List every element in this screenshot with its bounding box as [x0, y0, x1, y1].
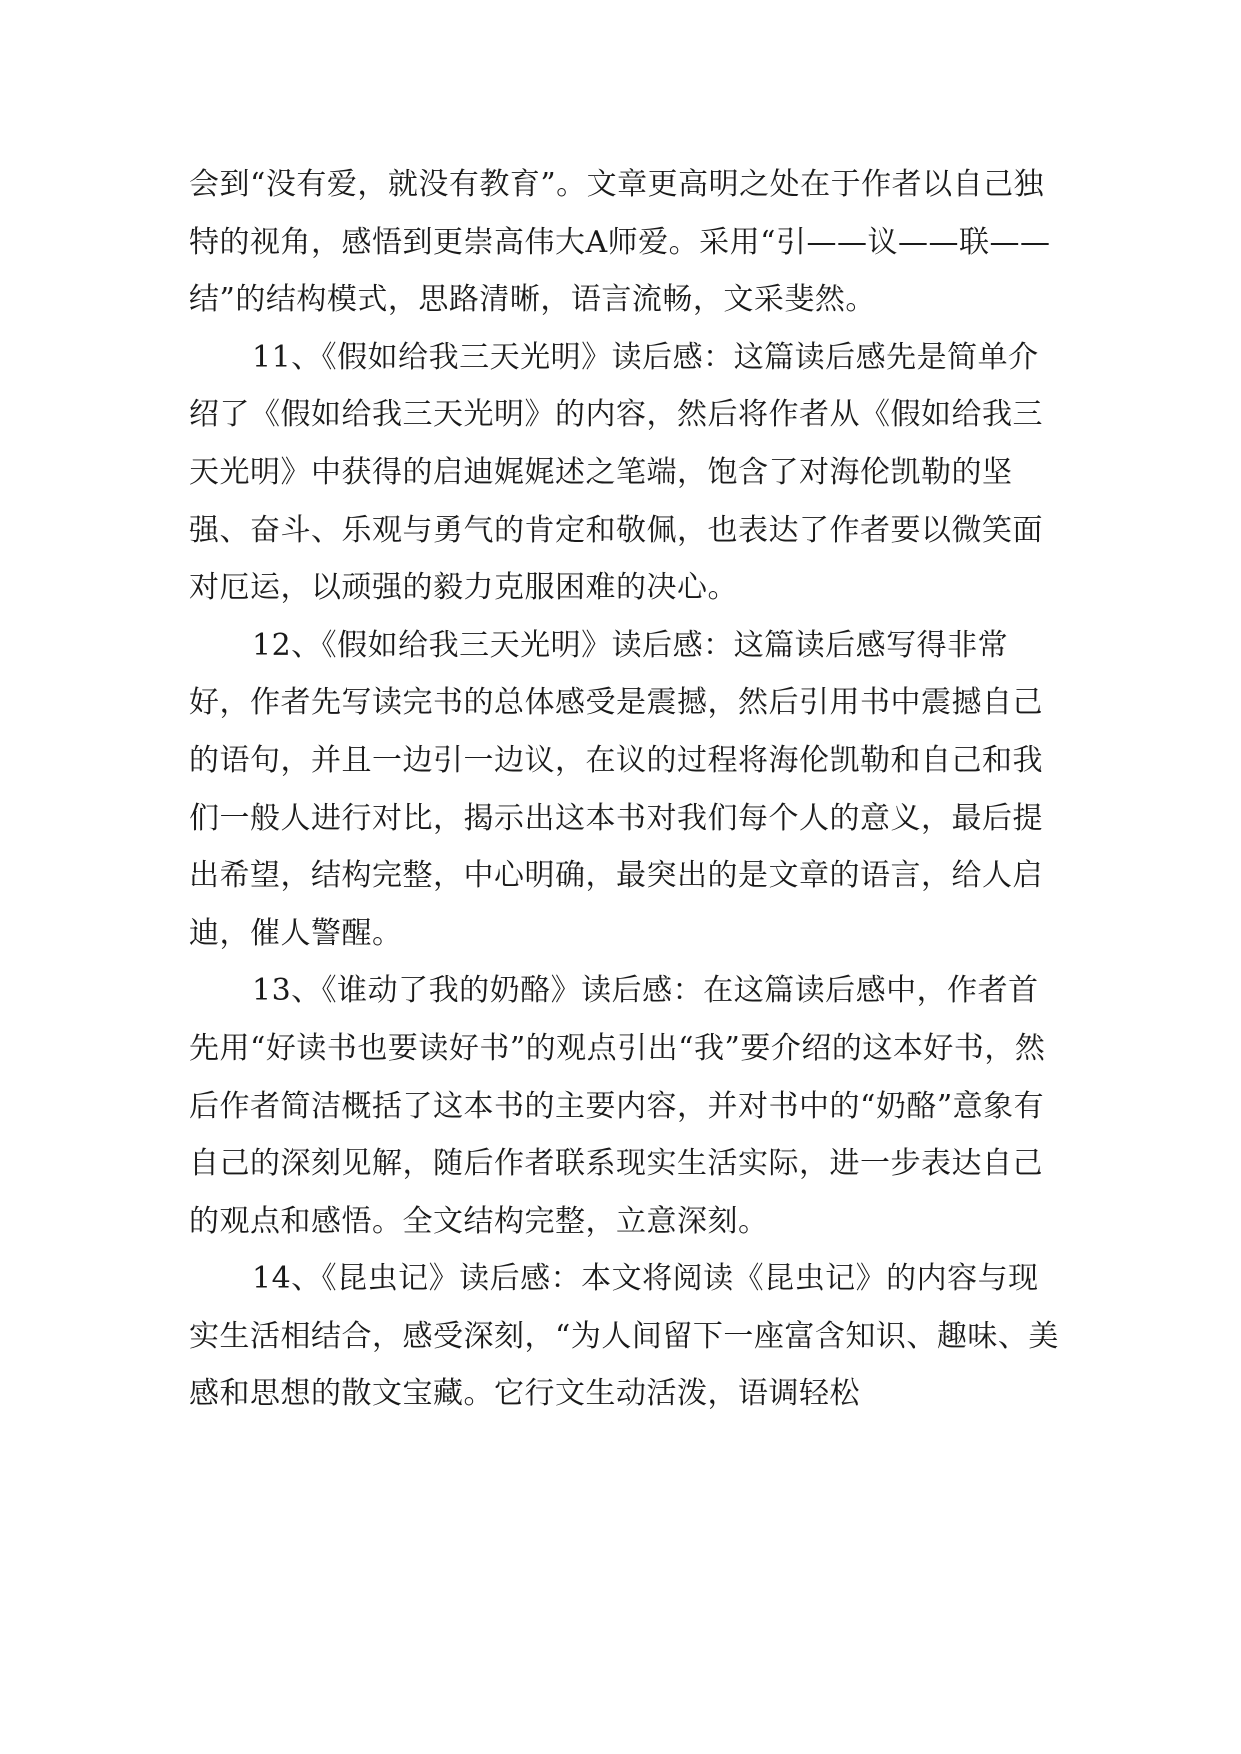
paragraph-item-14: 14、《昆虫记》读后感：本文将阅读《昆虫记》的内容与现实生活相结合，感受深刻，“为人间留下一座富含知识、趣味、美感和思想的散文宝藏。它行文生动活泼，语调轻松: [189, 1261, 1059, 1412]
paragraph-item-12: 12、《假如给我三天光明》读后感：这篇读后感写得非常好，作者先写读完书的总体感受是震撼，然后引用书中震撼自己的语句，并且一边引一边议，在议的过程将海伦凯勒和自己和我们一般人进行对比，揭示出这本书对我们每个人的意义，最后提出希望，结构完整，中心明确，最突出的是文章的语言，给人启迪，催人警醒。: [189, 627, 1043, 951]
document-body: [189, 156, 1069, 1423]
paragraph-continuation: 会到“没有爱，就没有教育”。文章更高明之处在于作者以自己独特的视角，感悟到更崇高伟大A师爱。采用“引——议——联——结”的结构模式，思路清晰，语言流畅，文采斐然。: [189, 167, 1051, 318]
paragraph-item-11: 11、《假如给我三天光明》读后感：这篇读后感先是简单介绍了《假如给我三天光明》的内容，然后将作者从《假如给我三天光明》中获得的启迪娓娓述之笔端，饱含了对海伦凯勒的坚强、奋斗、乐观与勇气的肯定和敬佩，也表达了作者要以微笑面对厄运，以顽强的毅力克服困难的决心。: [189, 339, 1043, 606]
paragraph-item-13: 13、《谁动了我的奶酪》读后感：在这篇读后感中，作者首先用“好读书也要读好书”的观点引出“我”要介绍的这本好书，然后作者简洁概括了这本书的主要内容，并对书中的“奶酪”意象有自己的深刻见解，随后作者联系现实生活实际，进一步表达自己的观点和感悟。全文结构完整，立意深刻。: [189, 973, 1046, 1239]
